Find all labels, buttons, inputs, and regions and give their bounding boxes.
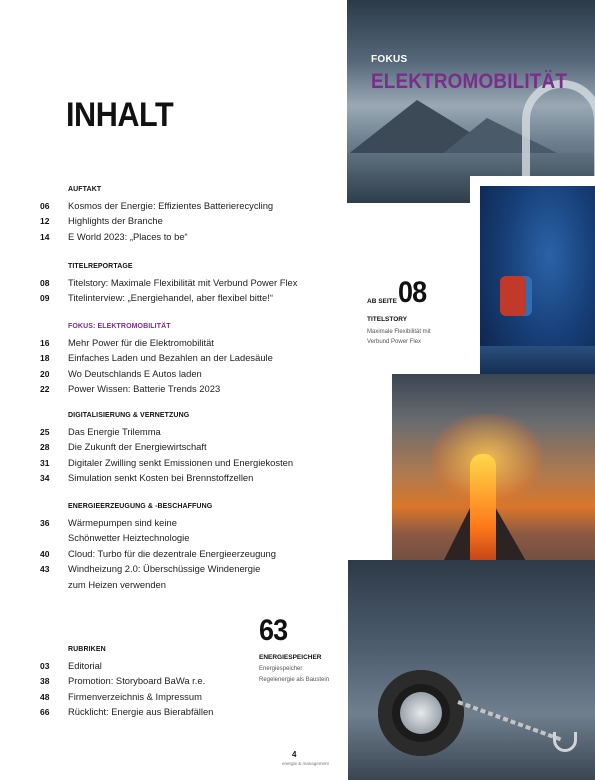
entry-page-number: 36 (40, 518, 50, 528)
toc-section-fokus (40, 323, 340, 399)
toc-entry[interactable] (40, 517, 340, 532)
entry-title: Simulation senkt Kosten bei Brennstoffzellen (68, 472, 254, 484)
section-heading: ENERGIEERZEUGUNG & -BESCHAFFUNG (68, 503, 213, 510)
rim-shape (400, 692, 442, 734)
entry-page-number: 03 (40, 661, 50, 671)
entry-title: Die Zukunft der Energiewirtschaft (68, 441, 207, 453)
titelstory-image-inner (480, 186, 595, 386)
entry-title: Wärmepumpen sind keine (68, 517, 177, 528)
toc-section-titelreportage (40, 263, 340, 308)
toc-section-digitalisierung (40, 412, 340, 488)
entry-title: Wo Deutschlands E Autos laden (68, 367, 202, 379)
entry-title: Highlights der Branche (68, 215, 163, 227)
page-number: 4 (292, 750, 297, 759)
entry-page-number: 43 (40, 564, 50, 575)
toc-entry[interactable] (40, 563, 340, 578)
entry-page-number: 18 (40, 353, 50, 364)
entry-page-number: 66 (40, 707, 50, 718)
energiespeicher-description (259, 664, 349, 686)
toc-entry[interactable] (40, 426, 340, 441)
entry-title: Editorial (68, 660, 102, 671)
section-heading: FOKUS: ELEKTROMOBILITÄT (68, 323, 171, 330)
entry-page-number: 31 (40, 457, 50, 468)
entry-page-number: 40 (40, 548, 50, 559)
titelstory-desc-line: Verbund Power Flex (367, 339, 422, 345)
titelstory-ab-seite: AB SEITE (367, 298, 397, 305)
fokus-title: ELEKTROMOBILITÄT (371, 70, 568, 93)
entry-page-number: 12 (40, 216, 50, 227)
toc-entry-continuation[interactable] (40, 532, 340, 547)
entry-title: Promotion: Storyboard BaWa r.e. (68, 675, 206, 687)
toc-entry[interactable] (40, 277, 340, 292)
entry-page-number: 22 (40, 384, 50, 395)
entry-title: Einfaches Laden und Bezahlen an der Ladesäule (68, 352, 273, 364)
entry-page-number: 38 (40, 676, 50, 687)
toc-entry[interactable] (40, 691, 340, 706)
titelstory-description (367, 327, 467, 347)
entry-page-number: 08 (40, 278, 50, 288)
entry-title: Titelstory: Maximale Flexibilität mit Verbund Power Flex (68, 277, 298, 288)
toc-entry[interactable] (40, 472, 340, 487)
entry-title: Kosmos der Energie: Effizientes Batterierecycling (68, 200, 274, 211)
energiespeicher-label: ENERGIESPEICHER (259, 654, 322, 661)
titelstory-image[interactable] (470, 176, 595, 396)
toc-entry[interactable] (40, 441, 340, 456)
energiespeicher-page-number[interactable]: 63 (259, 614, 288, 647)
entry-title: Titelinterview: „Energiehandel, aber flexibel bitte!“ (68, 292, 273, 304)
tyre-anchor-image[interactable] (348, 560, 595, 780)
section-heading: AUFTAKT (68, 186, 102, 193)
entry-page-number: 09 (40, 293, 50, 304)
chain-shape (457, 700, 562, 741)
toc-entry[interactable] (40, 215, 340, 230)
entry-page-number: 25 (40, 427, 50, 437)
entry-title: Mehr Power für die Elektromobilität (68, 337, 214, 348)
entry-page-number: 48 (40, 691, 50, 702)
lava-shape (470, 454, 496, 574)
toc-entry[interactable] (40, 706, 340, 721)
entry-title: zum Heizen verwenden (68, 578, 166, 590)
entry-page-number: 34 (40, 473, 50, 484)
figure-shape (500, 276, 526, 316)
entry-title: E World 2023: „Places to be“ (68, 230, 188, 242)
toc-entry[interactable] (40, 231, 340, 246)
entry-title: Power Wissen: Batterie Trends 2023 (68, 383, 221, 395)
toc-section-energieerzeugung (40, 503, 340, 594)
entry-page-number: 14 (40, 231, 50, 242)
entry-title: Windheizung 2.0: Überschüssige Windenergie (68, 563, 261, 575)
toc-entry[interactable] (40, 352, 340, 367)
entry-page-number: 20 (40, 368, 50, 379)
toc-entry[interactable] (40, 337, 340, 352)
toc-entry[interactable] (40, 383, 340, 398)
page-footer-text: energie & management (282, 761, 329, 766)
entry-title: Firmenverzeichnis & Impressum (68, 690, 202, 702)
section-heading: TITELREPORTAGE (68, 263, 133, 270)
entry-title: Digitaler Zwilling senkt Emissionen und Energiekosten (68, 456, 294, 468)
titelstory-desc-line: Maximale Flexibilität mit (367, 329, 431, 335)
anchor-icon (553, 732, 577, 752)
cover-image-charging-landscape[interactable] (347, 0, 595, 203)
titelstory-label: TITELSTORY (367, 316, 408, 323)
energiespeicher-desc-line: Regelenergie als Baustein (259, 677, 330, 683)
entry-title: Schönwetter Heiztechnologie (68, 532, 190, 544)
energiespeicher-desc-line: Energiespeicher (259, 666, 303, 672)
titelstory-page-number[interactable]: 08 (398, 276, 427, 309)
entry-title: Das Energie Trilemma (68, 426, 161, 437)
toc-entry[interactable] (40, 368, 340, 383)
charging-cable-shape (522, 80, 595, 190)
entry-title: Cloud: Turbo für die dezentrale Energieerzeugung (68, 547, 276, 559)
entry-page-number: 06 (40, 201, 50, 211)
entry-page-number: 16 (40, 338, 50, 348)
toc-entry[interactable] (40, 292, 340, 307)
toc-entry[interactable] (40, 457, 340, 472)
entry-page-number: 28 (40, 442, 50, 453)
toc-entry-continuation[interactable] (40, 579, 340, 594)
toc-entry[interactable] (40, 200, 340, 215)
section-heading: DIGITALISIERUNG & VERNETZUNG (68, 412, 190, 419)
page-title: INHALT (66, 96, 174, 134)
toc-section-auftakt (40, 186, 340, 246)
entry-title: Rücklicht: Energie aus Bierabfällen (68, 706, 214, 718)
toc-entry[interactable] (40, 548, 340, 563)
fokus-label: FOKUS (371, 54, 408, 65)
section-heading: RUBRIKEN (68, 646, 106, 653)
